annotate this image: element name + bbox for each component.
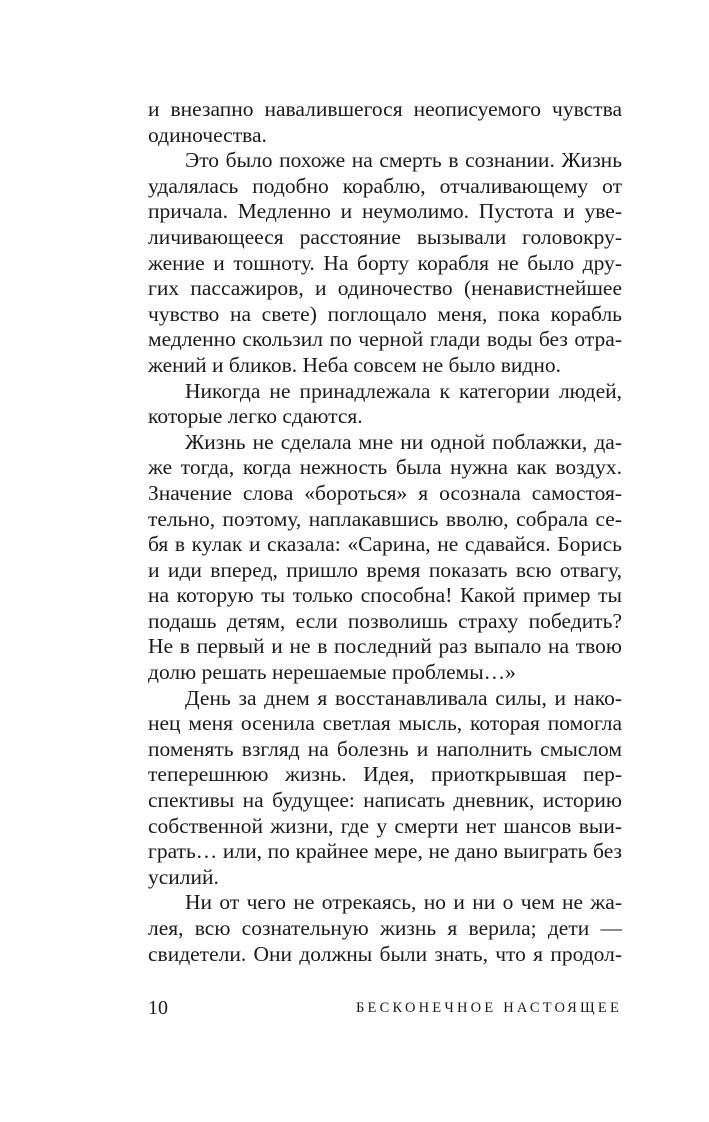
text-line: свидетели. Они должны были знать, что я продол- [148, 941, 622, 966]
text-line: лея, всю сознательную жизнь я верила; дети — [148, 916, 622, 940]
text-line: одиночества. [148, 122, 267, 147]
text-line: Не в первый и не в последний раз выпало на твою [148, 634, 622, 659]
page-footer [148, 996, 622, 1020]
text-line: жение и тошноту. На борту корабля не было дру- [148, 250, 622, 275]
text-line: причала. Медленно и неумолимо. Пустота и уве- [148, 199, 622, 224]
running-title: БЕСКОНЕЧНОЕ НАСТОЯЩЕЕ [355, 1000, 622, 1016]
text-line: Это было похоже на смерть в сознании. Жизнь [185, 148, 622, 173]
text-line: поменять взгляд на болезнь и наполнить смыслом [148, 736, 622, 761]
text-line: спективы на будущее: написать дневник, историю [148, 788, 622, 813]
text-line: жений и бликов. Неба совсем не было видно. [148, 352, 561, 377]
text-line: Жизнь не сделала мне ни одной поблажки, да- [185, 429, 622, 454]
text-line: же тогда, когда нежность была нужна как воздух. [148, 455, 622, 480]
text-line: тельно, поэтому, наплакавшись вволю, собрала се- [148, 506, 622, 531]
text-line: которые легко сдаются. [148, 404, 363, 429]
text-line: усилий. [148, 864, 219, 889]
text-line: собственной жизни, где у смерти нет шансов выи- [148, 813, 622, 838]
text-line: гих пассажиров, и одиночество (ненавистнейшее [148, 276, 622, 301]
text-line: День за днем я восстанавливала силы, и нако- [185, 685, 622, 710]
text-line: Никогда не принадлежала к категории людей, [185, 378, 622, 403]
text-line: долю решать нерешаемые проблемы…» [148, 660, 516, 685]
text-line: Значение слова «бороться» я осознала самостоя- [148, 480, 622, 505]
text-line: Ни от чего не отрекаясь, но и ни о чем не жа- [185, 890, 622, 915]
text-line: бя в кулак и сказала: «Сарина, не сдавайся. Борись [148, 532, 622, 557]
text-line: медленно скользил по черной глади воды без отра- [148, 327, 622, 352]
text-line: грать… или, по крайнее мере, не дано выиграть без [148, 839, 622, 864]
page-number: 10 [148, 997, 168, 1019]
text-line: личивающееся расстояние вызывали головокру- [148, 224, 622, 249]
text-line: и внезапно навалившегося неописуемого чувства [148, 97, 622, 121]
text-line: нец меня осенила светлая мысль, которая помогла [148, 711, 622, 736]
text-line: подашь детям, если позволишь страху победить? [148, 608, 622, 633]
text-line: чувство на свете) поглощало меня, пока корабль [148, 301, 622, 326]
body-text [148, 97, 622, 967]
text-line: удалялась подобно кораблю, отчаливающему от [148, 173, 622, 198]
text-line: на которую ты только способна! Какой пример ты [148, 583, 622, 608]
text-line: и иди вперед, пришло время показать всю отвагу, [148, 557, 622, 582]
text-line: теперешнюю жизнь. Идея, приоткрывшая пер- [148, 762, 622, 787]
